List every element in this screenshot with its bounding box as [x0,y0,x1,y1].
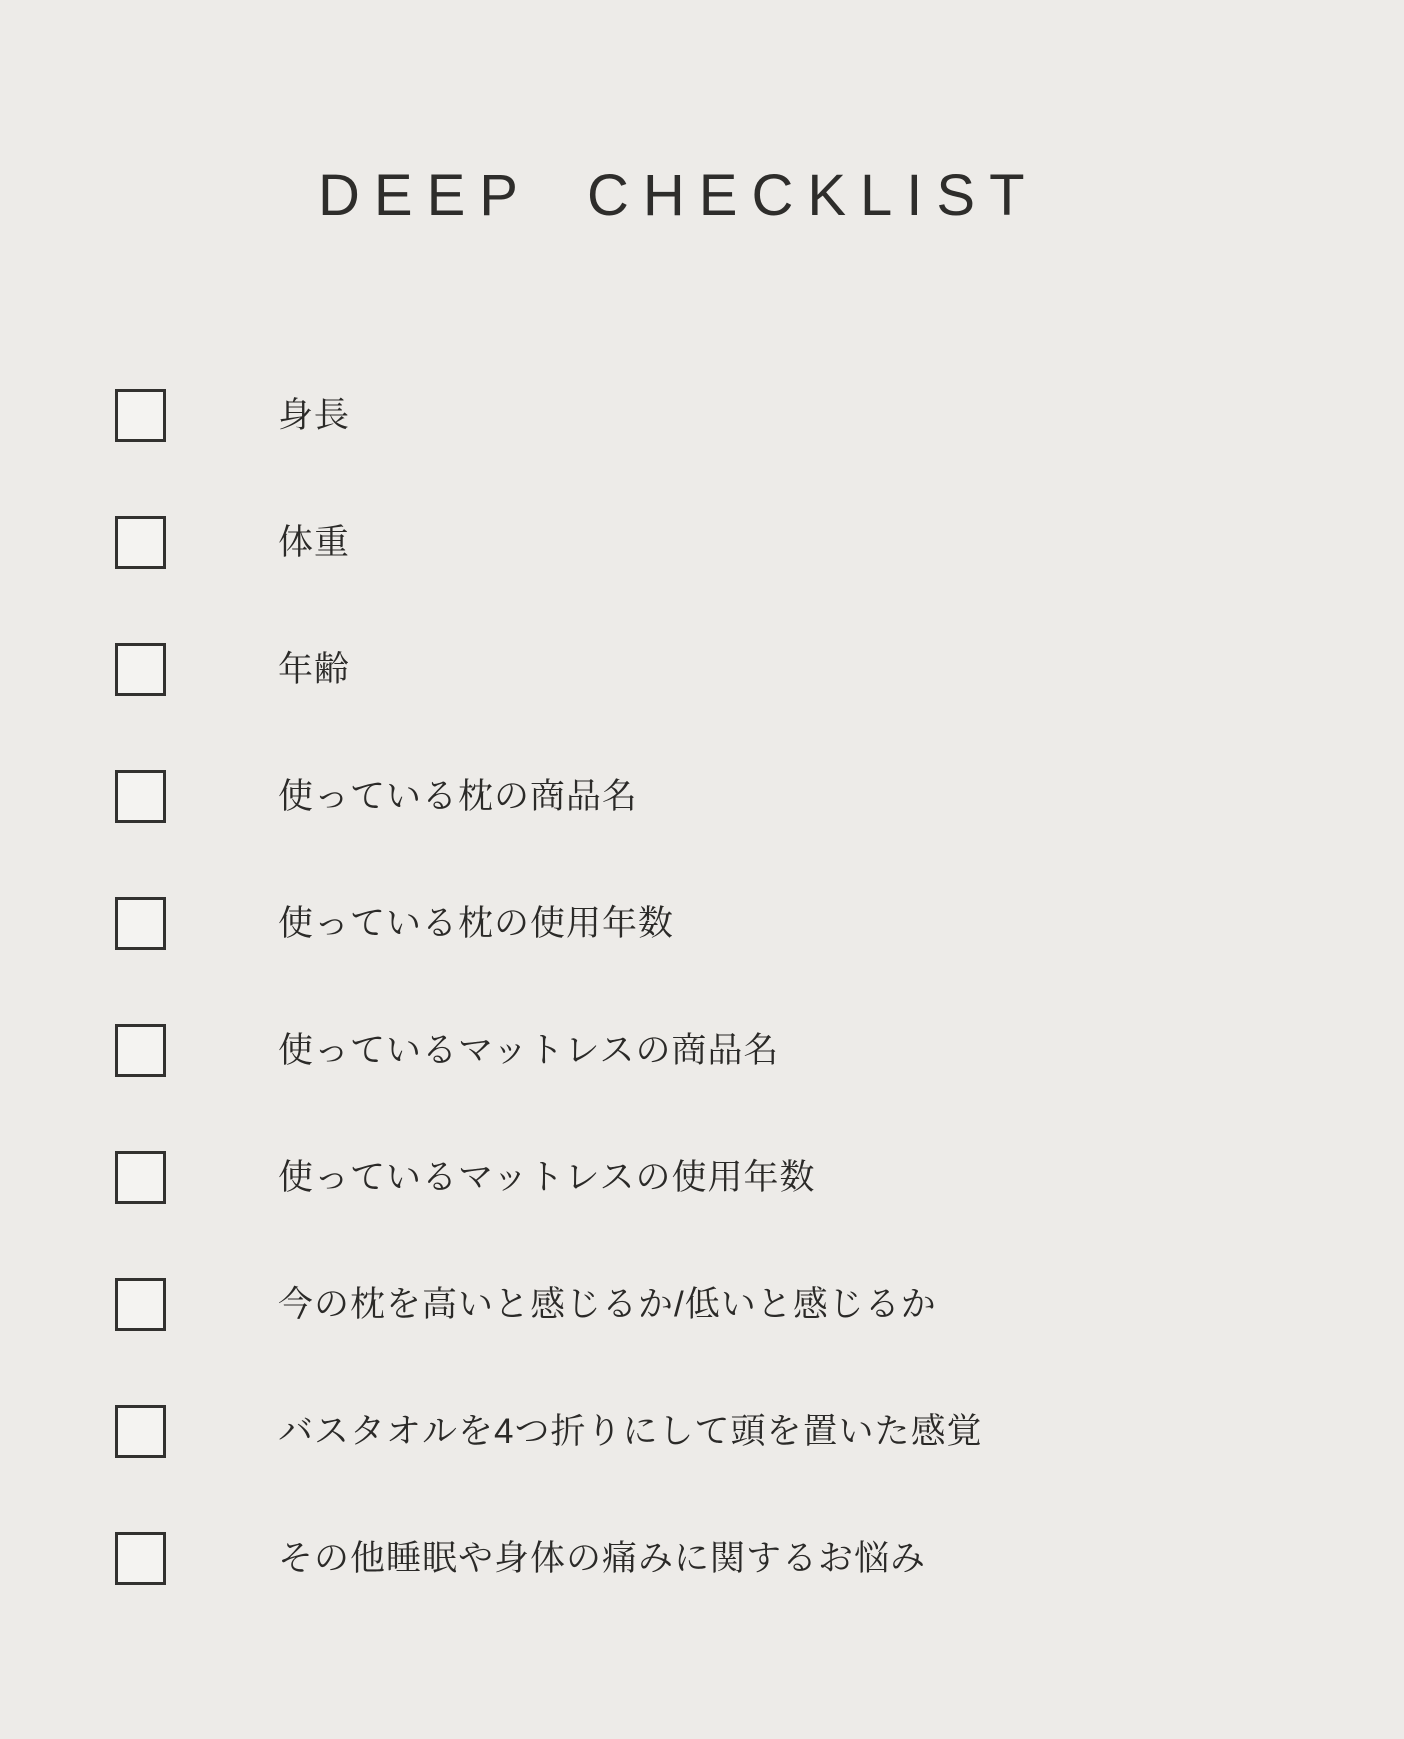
checklist-row [115,1151,982,1204]
item-checkbox[interactable] [115,1532,166,1585]
checklist-row [115,1024,982,1077]
checklist-item-label: バスタオルを4つ折りにして頭を置いた感覚 [278,1412,983,1451]
item-checkbox[interactable] [115,1278,166,1331]
checklist-item-label: その他睡眠や身体の痛みに関するお悩み [278,1539,927,1578]
item-checkbox[interactable] [115,770,166,823]
checklist-item-label: 身長 [278,396,351,435]
item-checkbox[interactable] [115,1024,166,1077]
checklist-row [115,643,982,696]
item-checkbox[interactable] [115,389,166,442]
checklist-item-label: 体重 [278,523,351,562]
item-checkbox[interactable] [115,1151,166,1204]
checklist [115,389,982,1585]
item-checkbox[interactable] [115,897,166,950]
item-checkbox[interactable] [115,1405,166,1458]
checklist-item-label: 使っている枕の商品名 [278,777,639,816]
checklist-item-label: 使っているマットレスの商品名 [278,1031,780,1070]
checklist-row [115,897,982,950]
item-checkbox[interactable] [115,516,166,569]
item-checkbox[interactable] [115,643,166,696]
checklist-item-label: 年齢 [278,650,351,689]
checklist-row [115,1405,982,1458]
checklist-row [115,516,982,569]
checklist-item-label: 使っている枕の使用年数 [278,904,675,943]
checklist-row [115,389,982,442]
checklist-row [115,770,982,823]
checklist-item-label: 今の枕を高いと感じるか/低いと感じるか [278,1285,937,1324]
checklist-row [115,1532,982,1585]
checklist-row [115,1278,982,1331]
page-title: DEEP CHECKLIST [318,162,1039,228]
checklist-item-label: 使っているマットレスの使用年数 [278,1158,816,1197]
